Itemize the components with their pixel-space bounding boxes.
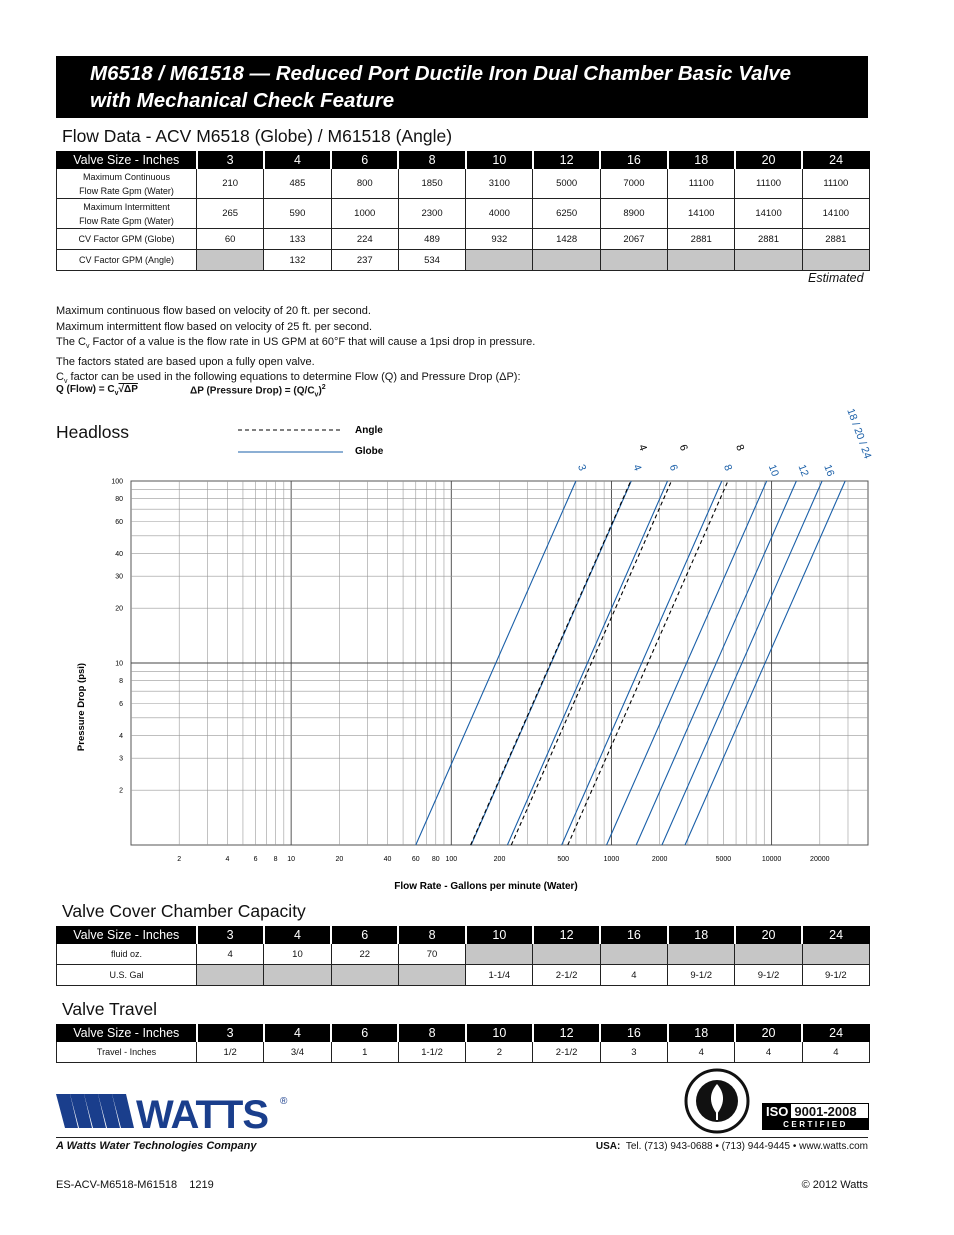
- contact-link[interactable]: Tel. (713) 943-0688 • (713) 944-9445 • www.watts.com: [625, 1141, 868, 1152]
- y-tick-label: 20: [115, 605, 123, 613]
- y-tick-label: 10: [115, 660, 123, 668]
- header-size: 18: [668, 152, 735, 169]
- chart-x-label: Flow Rate - Gallons per minute (Water): [394, 881, 578, 892]
- header-size: 20: [735, 927, 802, 944]
- table-row: [57, 1042, 870, 1063]
- header-label: Valve Size - Inches: [57, 1025, 197, 1042]
- table-cell: 1-1/4: [466, 965, 533, 986]
- chart-grid: [131, 481, 868, 845]
- note-cv-equations: $C_v$ factor can be used in the following equations to determine Flow (Q) and Pressure Drop (ΔP):: [56, 371, 521, 386]
- table-cell: 1/2: [197, 1042, 264, 1063]
- header-size: 12: [533, 927, 600, 944]
- table-cell: 2881: [668, 229, 735, 250]
- table-cell: 932: [466, 229, 533, 250]
- table-cell: 2881: [735, 229, 802, 250]
- series-label: 4: [635, 442, 650, 453]
- table-header-row: [57, 927, 870, 944]
- headloss-heading: Headloss: [56, 422, 129, 442]
- page-title-line2: with Mechanical Check Feature: [90, 89, 395, 112]
- table-cell: [735, 944, 802, 965]
- header-size: 10: [466, 1025, 533, 1042]
- y-tick-label: 2: [119, 787, 123, 795]
- x-tick-label: 80: [431, 856, 440, 863]
- table-cell: 70: [398, 944, 465, 965]
- y-tick-label: 80: [115, 496, 123, 504]
- row-label: fluid oz.: [57, 944, 197, 965]
- table-cell: 4: [197, 944, 264, 965]
- row-label: CV Factor GPM (Angle): [57, 250, 197, 271]
- y-tick-label: 60: [115, 518, 123, 526]
- x-tick-label: 40: [383, 856, 392, 863]
- series-label: 10: [765, 462, 782, 479]
- table-cell: [197, 965, 264, 986]
- table-cell: 489: [398, 229, 465, 250]
- travel-heading: Valve Travel: [62, 999, 157, 1019]
- copyright: © 2012 Watts: [801, 1179, 868, 1191]
- header-size: 6: [331, 152, 398, 169]
- row-label: Maximum Intermittent Flow Rate Gpm (Water): [57, 199, 197, 229]
- table-cell: 2: [466, 1042, 533, 1063]
- table-cell: [533, 944, 600, 965]
- header-size: 4: [264, 1025, 331, 1042]
- table-cell: 2881: [802, 229, 869, 250]
- table-cell: 4: [600, 965, 667, 986]
- header-size: 20: [735, 1025, 802, 1042]
- table-cell: 132: [264, 250, 331, 271]
- series-label: 16: [821, 462, 837, 479]
- table-cell: 4000: [466, 199, 533, 229]
- x-tick-label: 500: [557, 856, 570, 863]
- table-cell: 485: [264, 169, 331, 199]
- footer-tagline: A Watts Water Technologies Company: [56, 1140, 257, 1152]
- x-tick-label: 20: [335, 856, 344, 863]
- table-cell: 22: [331, 944, 398, 965]
- document-code: ES-ACV-M6518-M61518 1219: [56, 1179, 214, 1191]
- header-size: 4: [264, 927, 331, 944]
- table-row: [57, 965, 870, 986]
- chart-ticks: [111, 479, 829, 864]
- flow-data-heading: Flow Data - ACV M6518 (Globe) / M61518 (Angle): [62, 126, 453, 146]
- watts-reg-mark: ®: [280, 1096, 288, 1107]
- x-tick-label: 8: [273, 856, 278, 863]
- y-tick-label: 30: [115, 573, 123, 581]
- table-cell: 590: [264, 199, 331, 229]
- header-size: 8: [398, 927, 465, 944]
- x-tick-label: 6: [253, 856, 258, 863]
- y-tick-label: 3: [119, 755, 123, 763]
- capacity-heading: Valve Cover Chamber Capacity: [62, 901, 306, 921]
- table-cell: [802, 944, 869, 965]
- table-cell: 3: [600, 1042, 667, 1063]
- table-cell: 11100: [735, 169, 802, 199]
- table-cell: 11100: [802, 169, 869, 199]
- row-label: Maximum Continuous Flow Rate Gpm (Water): [57, 169, 197, 199]
- table-cell: [668, 944, 735, 965]
- series-label: 4: [630, 462, 644, 473]
- table-cell: 6250: [533, 199, 600, 229]
- x-tick-label: 10: [287, 856, 296, 863]
- table-cell: 265: [197, 199, 264, 229]
- y-tick-label: 100: [111, 478, 123, 486]
- x-tick-label: 10000: [761, 856, 782, 863]
- series-label: 8: [721, 462, 735, 473]
- table-cell: 11100: [668, 169, 735, 199]
- table-cell: 534: [398, 250, 465, 271]
- table-cell: 237: [331, 250, 398, 271]
- table-cell: 224: [331, 229, 398, 250]
- table-cell: [600, 944, 667, 965]
- chart-y-label: Pressure Drop (psi): [76, 662, 87, 752]
- table-cell: 210: [197, 169, 264, 199]
- x-tick-label: 1000: [603, 856, 620, 863]
- table-cell: [331, 965, 398, 986]
- table-cell: 9-1/2: [735, 965, 802, 986]
- x-tick-label: 2000: [651, 856, 668, 863]
- series-label: 6: [666, 462, 680, 473]
- x-tick-label: 60: [411, 856, 420, 863]
- header-size: 16: [600, 1025, 667, 1042]
- header-size: 8: [398, 152, 465, 169]
- table-cell: 14100: [802, 199, 869, 229]
- row-label: Travel - Inches: [57, 1042, 197, 1063]
- table-cell: 1850: [398, 169, 465, 199]
- y-tick-label: 6: [119, 700, 123, 708]
- table-cell: 7000: [600, 169, 667, 199]
- table-cell: 8900: [600, 199, 667, 229]
- table-cell: 2-1/2: [533, 965, 600, 986]
- table-cell: 2067: [600, 229, 667, 250]
- table-cell: 800: [331, 169, 398, 199]
- legend-angle-label: Angle: [355, 425, 383, 436]
- header-size: 18: [668, 1025, 735, 1042]
- note-continuous: Maximum continuous flow based on velocity of 20 ft. per second.: [56, 305, 371, 317]
- header-size: 3: [197, 152, 264, 169]
- chart-series-labels: [575, 407, 874, 478]
- x-tick-label: 100: [445, 856, 458, 863]
- table-cell: 2300: [398, 199, 465, 229]
- estimated-note: Estimated: [808, 271, 864, 285]
- table-cell: 4: [802, 1042, 869, 1063]
- table-cell: 3100: [466, 169, 533, 199]
- series-label: 18 / 20 / 24: [844, 406, 874, 461]
- table-cell: [398, 965, 465, 986]
- table-cell: 133: [264, 229, 331, 250]
- header-size: 24: [802, 1025, 869, 1042]
- header-size: 18: [668, 927, 735, 944]
- y-tick-label: 40: [115, 550, 123, 558]
- series-label: 6: [676, 442, 690, 453]
- header-size: 12: [533, 152, 600, 169]
- header-size: 16: [600, 927, 667, 944]
- header-size: 24: [802, 152, 869, 169]
- table-cell: 9-1/2: [668, 965, 735, 986]
- note-open-valve: The factors stated are based upon a fully open valve.: [56, 355, 315, 368]
- table-cell: 9-1/2: [802, 965, 869, 986]
- chart-legend: [238, 425, 384, 457]
- x-tick-label: 2: [177, 856, 182, 863]
- note-intermittent: Maximum intermittent flow based on velocity of 25 ft. per second.: [56, 320, 373, 333]
- header-size: 4: [264, 152, 331, 169]
- iso-certification-badge: [762, 1103, 869, 1130]
- footer-contact: USA: Tel. (713) 943-0688 • (713) 944-9445 • www.watts.com: [595, 1141, 868, 1152]
- table-row: [57, 944, 870, 965]
- series-label: 8: [733, 442, 747, 453]
- table-cell: 1000: [331, 199, 398, 229]
- row-label: U.S. Gal: [57, 965, 197, 986]
- x-tick-label: 20000: [810, 856, 830, 863]
- capacity-table: [56, 926, 870, 986]
- flow-equation: Q (Flow) = $C_v√\Delta P$: [56, 384, 138, 397]
- header-size: 3: [197, 927, 264, 944]
- table-cell: 10: [264, 944, 331, 965]
- table-cell: 1: [331, 1042, 398, 1063]
- table-cell: [466, 944, 533, 965]
- x-tick-label: 200: [493, 856, 506, 863]
- header-size: 6: [331, 927, 398, 944]
- row-label: CV Factor GPM (Globe): [57, 229, 197, 250]
- footer-divider: [56, 1137, 868, 1138]
- series-label: 12: [795, 462, 811, 479]
- table-header-row: [57, 1025, 870, 1042]
- usgbc-member-seal: [684, 1068, 750, 1134]
- table-cell: 14100: [735, 199, 802, 229]
- table-cell: [264, 965, 331, 986]
- table-cell: 1428: [533, 229, 600, 250]
- iso-certified: CERTIFIED: [762, 1119, 869, 1130]
- table-cell: 3/4: [264, 1042, 331, 1063]
- table-cell: 2-1/2: [533, 1042, 600, 1063]
- header-size: 24: [802, 927, 869, 944]
- pressure-drop-equation: ΔP (Pressure Drop) = $(Q/C_v)^2$: [190, 384, 326, 399]
- x-tick-label: 4: [225, 856, 230, 863]
- legend-globe-label: Globe: [355, 446, 384, 457]
- table-cell: 5000: [533, 169, 600, 199]
- header-size: 10: [466, 152, 533, 169]
- table-cell: 14100: [668, 199, 735, 229]
- header-size: 8: [398, 1025, 465, 1042]
- note-cv-definition: The $C_v$ Factor of a value is the flow rate in US GPM at 60°F that will cause a 1psi drop in pressure.: [56, 336, 536, 351]
- table-cell: 1-1/2: [398, 1042, 465, 1063]
- header-label: Valve Size - Inches: [57, 152, 197, 169]
- table-cell: 4: [668, 1042, 735, 1063]
- watts-brand-text: WATTS: [136, 1093, 269, 1132]
- header-size: 20: [735, 152, 802, 169]
- header-size: 3: [197, 1025, 264, 1042]
- header-size: 10: [466, 927, 533, 944]
- y-tick-label: 8: [119, 678, 123, 686]
- iso-label: ISO: [763, 1104, 791, 1118]
- travel-table: [56, 1024, 870, 1063]
- table-cell: 4: [735, 1042, 802, 1063]
- header-size: 6: [331, 1025, 398, 1042]
- page-title-line1: M6518 / M61518 — Reduced Port Ductile Iron Dual Chamber Basic Valve: [90, 62, 792, 85]
- iso-number: 9001-2008: [794, 1104, 857, 1119]
- series-label: 3: [575, 462, 589, 473]
- header-size: 16: [600, 152, 667, 169]
- watts-logo: [56, 1090, 296, 1132]
- header-label: Valve Size - Inches: [57, 927, 197, 944]
- y-tick-label: 4: [119, 732, 123, 740]
- x-tick-label: 5000: [715, 856, 732, 863]
- header-size: 12: [533, 1025, 600, 1042]
- table-cell: 60: [197, 229, 264, 250]
